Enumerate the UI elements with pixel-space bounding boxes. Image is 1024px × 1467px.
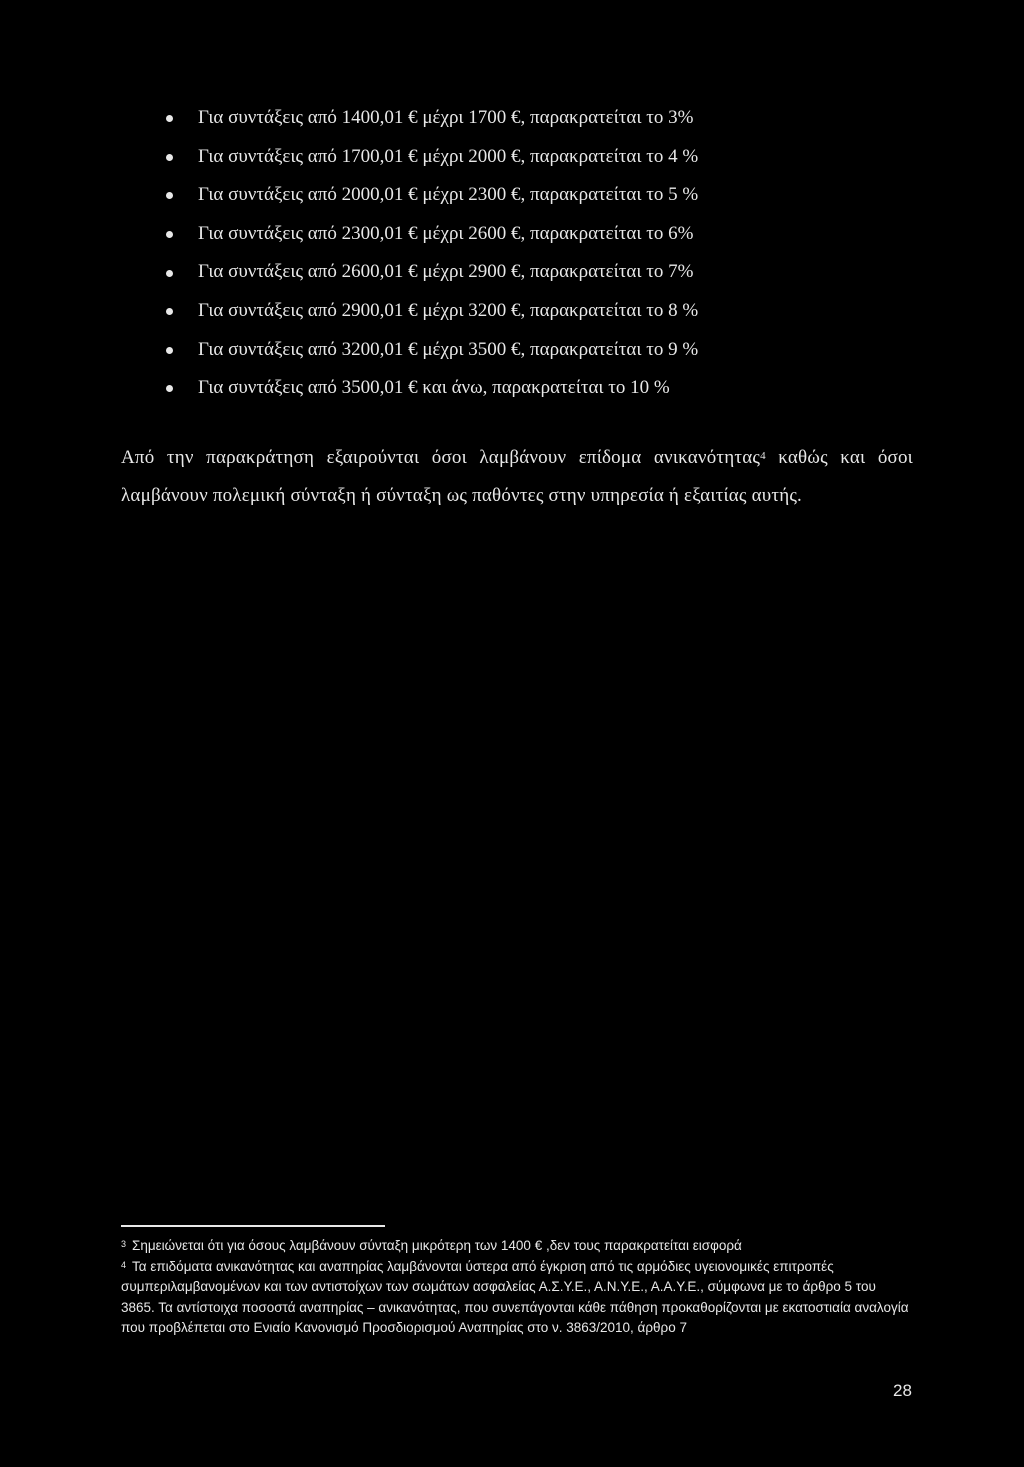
- bullet-icon: [166, 270, 173, 277]
- list-item-text: Για συντάξεις από 3200,01 € μέχρι 3500 €, παρακρατείται το 9 %: [198, 338, 699, 360]
- page-number: 28: [893, 1381, 912, 1400]
- list-item: [166, 369, 698, 408]
- list-item-text: Για συντάξεις από 2600,01 € μέχρι 2900 €, παρακρατείται το 7%: [198, 261, 694, 283]
- paragraph-text-start: Από την παρακράτηση εξαιρούνται όσοι λαμβάνουν επίδομα ανικανότητας: [121, 447, 761, 468]
- footnote-reference: 4: [760, 450, 766, 462]
- bullet-icon: [166, 385, 173, 392]
- bullet-icon: [166, 154, 173, 161]
- list-item-text: Για συντάξεις από 2900,01 € μέχρι 3200 €, παρακρατείται το 8 %: [198, 299, 699, 321]
- paragraph-text-end: καθώς και όσοι λαμβάνουν πολεμική σύνταξη ή σύνταξη ως παθόντες στην υπηρεσία ή εξαιτίας αυτής.: [121, 447, 913, 506]
- list-item: [166, 99, 698, 138]
- list-item: [166, 176, 698, 215]
- bullet-icon: [166, 115, 173, 122]
- footnote-number: 3: [121, 1239, 127, 1249]
- list-item-text: Για συντάξεις από 2300,01 € μέχρι 2600 €, παρακρατείται το 6%: [198, 222, 694, 244]
- bullet-icon: [166, 347, 173, 354]
- pension-rate-list: [166, 99, 698, 408]
- list-item: [166, 292, 698, 331]
- list-item: [166, 138, 698, 177]
- list-item-text: Για συντάξεις από 3500,01 € και άνω, παρακρατείται το 10 %: [198, 377, 670, 399]
- footnote-divider: [121, 1225, 385, 1227]
- footnote-text: Τα επιδόματα ανικανότητας και αναπηρίας λαμβάνονται ύστερα από έγκριση από τις αρμόδιες υγειονομικές επιτροπές συμπεριλαμβανομένων και των αντιστοίχων των σωμάτων ασφαλείας Α.Σ.Υ.Ε., Α.Ν.Υ.Ε., Α.Α.Υ.Ε., σύμφωνα με το άρθρο 5 του 3865. Τα αντίστοιχα ποσοστά αναπηρίας – ανικανότητας, που συνεπάγονται κάθε πάθηση προκαθορίζονται με εκατοστιαία αναλογία που προβλέπεται στο Ενιαίο Κανονισμό Προσδιορισμού Αναπηρίας στο ν. 3863/2010, άρθρο 7: [121, 1258, 909, 1335]
- footnote-number: 4: [121, 1259, 127, 1270]
- list-item: [166, 331, 698, 370]
- list-item-text: Για συντάξεις από 2000,01 € μέχρι 2300 €, παρακρατείται το 5 %: [198, 184, 699, 206]
- bullet-icon: [166, 308, 173, 315]
- footnote-text: Σημειώνεται ότι για όσους λαμβάνουν σύνταξη μικρότερη των 1400 € ,δεν τους παρακρατείται εισφορά: [132, 1238, 742, 1253]
- list-item: [166, 215, 698, 254]
- footnote-4: [121, 1257, 913, 1339]
- list-item: [166, 253, 698, 292]
- list-item-text: Για συντάξεις από 1700,01 € μέχρι 2000 €, παρακρατείται το 4 %: [198, 145, 699, 167]
- footnotes: [121, 1236, 913, 1339]
- exemption-paragraph: [121, 439, 913, 515]
- bullet-icon: [166, 231, 173, 238]
- list-item-text: Για συντάξεις από 1400,01 € μέχρι 1700 €, παρακρατείται το 3%: [198, 107, 694, 128]
- footnote-3: [121, 1236, 913, 1257]
- bullet-icon: [166, 192, 173, 199]
